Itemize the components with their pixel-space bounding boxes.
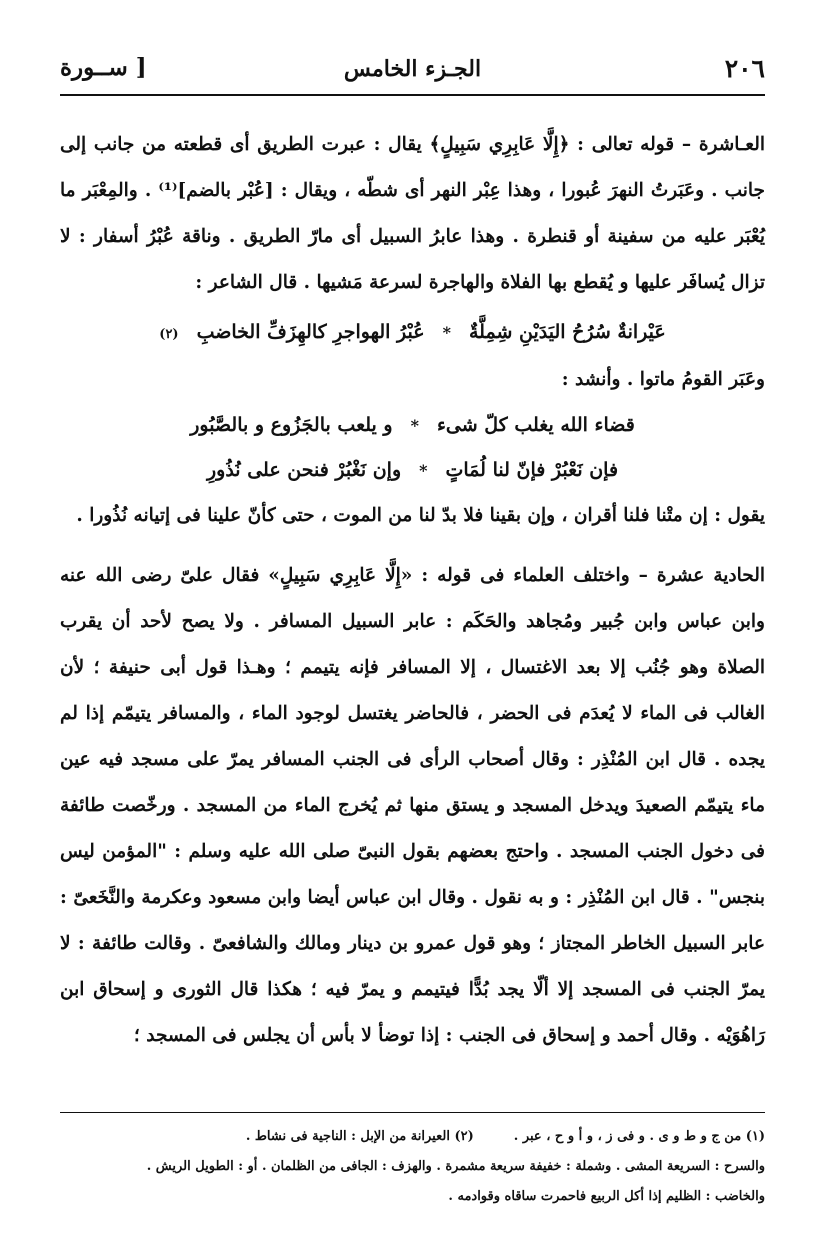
verse-separator: *	[419, 461, 428, 480]
text-line: يُسافَر عليها و يُقطع بها الفلاة والهاجرة لسرعة مَشيها . قال الشاعر :	[195, 272, 725, 293]
verse-second-hemistich: عُبْرُ الهواجرِ كالهِزَفِّ الخاضبِ	[196, 321, 425, 343]
footnotes	[60, 1122, 765, 1212]
header-rule	[60, 94, 765, 96]
paragraph-verse-explanation	[60, 493, 765, 539]
text-line: والنَّخَعىّ : عابر السبيل الخاطر المجتاز ؛ وهو قول عمرو بن دينار ومالك والشافعىّ . وقالت	[60, 887, 765, 954]
section-label: [ ســورة	[60, 54, 147, 81]
page-number: ٢٠٦	[724, 54, 765, 83]
footnote-marker: (٢)	[159, 327, 179, 342]
paragraph-verse-intro	[60, 357, 765, 403]
verse-first-hemistich: فإن نَعْبُرْ فإنّ لنا لُمَاتٍ	[445, 459, 619, 481]
text-line: جانب إلى جانب . وعَبَرتُ النهرَ عُبورا ، وهذا عِبْر النهر أى شطّه ، ويقال : [عُبْر بالضم]⁽¹⁾ . والمِعْبَر	[60, 134, 765, 201]
text-line: العـاشرة – قوله تعالى : ﴿إِلَّا عَابِرِي سَبِيلٍ﴾ يقال : عبرت الطريق أى قطعته من	[142, 134, 765, 155]
verse-separator: *	[442, 323, 451, 342]
verse-couplet-1	[60, 310, 765, 357]
footnote-1: (١) من ج و ط و ى . و فى ز ، و أ و ح ، عبر .	[513, 1129, 765, 1144]
footnote-2: (٢) العيرانة من الإبل : الناجية فى نشاط .	[245, 1129, 474, 1144]
text-line: طائفة : لا يمرّ الجنب فى المسجد إلا ألّا يجد بُدًّا فيتيمم و يمرّ فيه ؛ هكذا قال الثورى و إسحاق	[60, 933, 765, 1000]
text-line: وابن عباس وابن جُبير ومُجاهد والحَكَم : عابر السبيل المسافر . ولا يصح لأحد أن يقرب	[60, 611, 765, 632]
verse-couplet-3	[60, 448, 765, 493]
text-line: ابن رَاهُوَيْه . وقال أحمد و إسحاق فى الجنب : إذا توضأ لا بأس أن يجلس فى المسجد ؛	[60, 979, 765, 1046]
footnote-line: والخاضب : الظليم إذا أكل الربيع فاحمرت ساقاه وقوادمه .	[448, 1189, 765, 1204]
text-line: ما يُعْبَر عليه من سفينة أو قنطرة . وهذا عابرُ السبيل أى مارّ الطريق . وناقة عُبْرُ أسفار : لا تزال	[60, 180, 765, 293]
verse-separator: *	[410, 416, 419, 435]
text-line: يجده . قال ابن المُنْذِر : وقال أصحاب الرأى فى الجنب المسافر يمرّ على مسجد فيه عين ماء	[60, 749, 765, 816]
footnote-line: والسرح : السريعة المشى . وشملة : خفيفة سريعة مشمرة . والهزف : الجافى من الظلمان . أو : الطويل الريش .	[146, 1159, 765, 1174]
text-line: وعَبَر القومُ ماتوا . وأنشد :	[561, 369, 765, 390]
verse-second-hemistich: وإن نَغْبُرْ فنحن على نُذُورِ	[206, 459, 402, 481]
verse-couplet-2	[60, 403, 765, 448]
paragraph-eleventh	[60, 553, 765, 1059]
page-header	[60, 48, 765, 88]
text-line: فى دخول الجنب المسجد . واحتج بعضهم بقول النبىّ صلى الله عليه وسلم : "المؤمن ليس	[60, 841, 765, 862]
verse-first-hemistich: عَيْرانةٌ سُرُحُ اليَدَيْنِ شِمِلَّةٌ	[468, 321, 666, 343]
running-title: الجـزء الخامس	[343, 56, 482, 82]
text-line: الصلاة وهو جُنُب إلا بعد الاغتسال ، إلا المسافر فإنه يتيمم ؛ وهـذا قول أبى حنيفة ؛ لأن	[60, 657, 765, 678]
footnote-rule	[60, 1112, 765, 1113]
text-line: الحادية عشرة – واختلف العلماء فى قوله : «إِلَّا عَابِرِي سَبِيلٍ» فقال علىّ رضى الله عنه	[60, 565, 765, 586]
main-text	[60, 122, 765, 1059]
verse-first-hemistich: قضاء الله يغلب كلّ شىء	[436, 414, 635, 436]
paragraph-tenth	[60, 122, 765, 306]
text-line: بنجس" . قال ابن المُنْذِر : و به نقول . وقال ابن عباس أيضا وابن مسعود وعكرمة	[141, 887, 765, 908]
verse-second-hemistich: و يلعب بالجَزُوع و بالصَّبُور	[190, 414, 393, 436]
text-line: الغالب فى الماء لا يُعدَم فى الحضر ، فالحاضر يغتسل لوجود الماء ، والمسافر يتيمّم إذا لم	[60, 703, 765, 724]
text-line: يتيمّم الصعيدَ ويدخل المسجد و يستق منها ثم يُخرج الماء من المسجد . ورخّصت طائفة	[60, 795, 734, 816]
footnote-line	[60, 1122, 765, 1152]
text-line: يقول : إن متْنا فلنا أقران ، وإن بقينا فلا بدّ لنا من الموت ، حتى كأنّ علينا فى إتيانه نُذُورا .	[76, 505, 765, 526]
